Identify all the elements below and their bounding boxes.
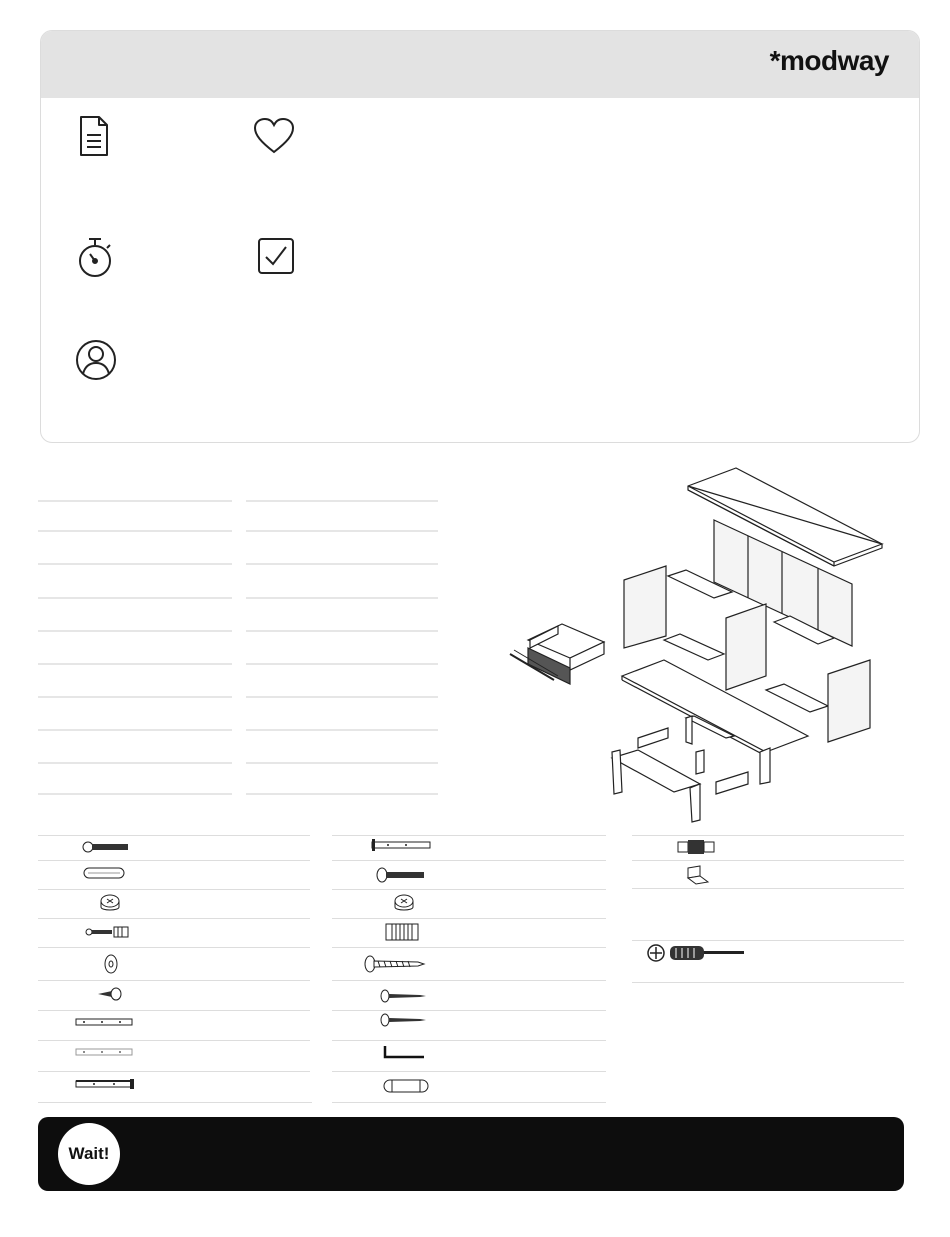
parts-row bbox=[246, 563, 438, 565]
parts-row bbox=[246, 762, 438, 764]
shelf bbox=[664, 634, 724, 660]
hardware-row bbox=[332, 947, 606, 948]
parts-row bbox=[246, 630, 438, 632]
hardware-row bbox=[38, 1040, 310, 1041]
support-block bbox=[696, 750, 704, 774]
hardware-row bbox=[38, 918, 310, 919]
parts-row bbox=[38, 663, 232, 665]
hardware-row bbox=[38, 947, 310, 948]
connector-icon bbox=[384, 922, 420, 942]
hardware-row bbox=[332, 835, 606, 836]
hardware-row bbox=[38, 1071, 310, 1072]
allen-key-icon bbox=[382, 1044, 426, 1060]
parts-row bbox=[38, 696, 232, 698]
left-side-panel bbox=[624, 566, 666, 648]
right-side-panel bbox=[828, 660, 870, 742]
parts-row bbox=[38, 563, 232, 565]
hardware-row bbox=[38, 980, 310, 981]
bolt-icon bbox=[82, 841, 130, 853]
heart-icon bbox=[253, 117, 295, 155]
parts-row bbox=[38, 729, 232, 731]
corner-bracket-icon bbox=[684, 864, 710, 886]
parts-row bbox=[246, 500, 438, 502]
bolt-icon bbox=[376, 867, 426, 883]
cam-lock-icon bbox=[98, 894, 122, 914]
hardware-row bbox=[332, 1071, 606, 1072]
hardware-row bbox=[38, 835, 310, 836]
support-block bbox=[716, 772, 748, 794]
cam-bolt-icon bbox=[84, 925, 132, 939]
connector-bolt-icon bbox=[676, 838, 718, 856]
parts-row bbox=[246, 729, 438, 731]
parts-row bbox=[246, 663, 438, 665]
info-header bbox=[41, 31, 919, 98]
parts-row bbox=[38, 500, 232, 502]
phillips-screwdriver-icon bbox=[646, 942, 750, 964]
screw-icon bbox=[380, 1013, 428, 1027]
parts-row bbox=[246, 793, 438, 795]
hardware-row bbox=[332, 918, 606, 919]
hardware-row bbox=[332, 1102, 606, 1103]
hardware-row bbox=[332, 1010, 606, 1011]
hardware-row bbox=[632, 860, 904, 861]
hardware-row bbox=[332, 889, 606, 890]
hardware-row bbox=[632, 940, 904, 941]
hardware-row bbox=[38, 1010, 310, 1011]
hardware-row bbox=[632, 982, 904, 983]
drawer-slide-icon bbox=[370, 838, 432, 852]
drawer-slide-icon bbox=[74, 1077, 136, 1091]
parts-row bbox=[38, 762, 232, 764]
hardware-row bbox=[332, 860, 606, 861]
checkbox-icon bbox=[257, 237, 295, 275]
user-icon bbox=[75, 339, 117, 381]
info-card bbox=[40, 30, 920, 443]
parts-row bbox=[38, 597, 232, 599]
washer-icon bbox=[104, 954, 118, 974]
dowel-icon bbox=[82, 866, 128, 880]
document-icon bbox=[77, 115, 111, 157]
parts-row bbox=[246, 530, 438, 532]
parts-row bbox=[38, 793, 232, 795]
hardware-row bbox=[632, 888, 904, 889]
cam-lock-icon bbox=[392, 894, 416, 914]
brand-logo: *modway bbox=[769, 45, 889, 76]
parts-row bbox=[246, 597, 438, 599]
parts-row bbox=[38, 530, 232, 532]
parts-row bbox=[246, 696, 438, 698]
hardware-row bbox=[38, 860, 310, 861]
dowel-icon bbox=[382, 1078, 430, 1094]
wait-banner bbox=[38, 1117, 904, 1191]
long-screw-icon bbox=[364, 954, 426, 974]
drawer-slide-icon bbox=[74, 1046, 134, 1058]
hardware-row bbox=[632, 835, 904, 836]
hardware-row bbox=[38, 889, 310, 890]
base-rail bbox=[612, 750, 700, 792]
hardware-row bbox=[332, 980, 606, 981]
divider-panel bbox=[726, 604, 766, 690]
stopwatch-icon bbox=[77, 237, 113, 279]
hardware-row bbox=[38, 1102, 312, 1103]
drawer-slide-icon bbox=[74, 1016, 134, 1028]
support-block bbox=[638, 728, 668, 748]
exploded-diagram bbox=[500, 462, 890, 824]
parts-row bbox=[38, 630, 232, 632]
short-screw-icon bbox=[96, 987, 124, 1001]
hardware-row bbox=[332, 1040, 606, 1041]
wait-badge: Wait! bbox=[58, 1123, 120, 1185]
screw-icon bbox=[380, 989, 428, 1003]
shelf bbox=[766, 684, 828, 712]
